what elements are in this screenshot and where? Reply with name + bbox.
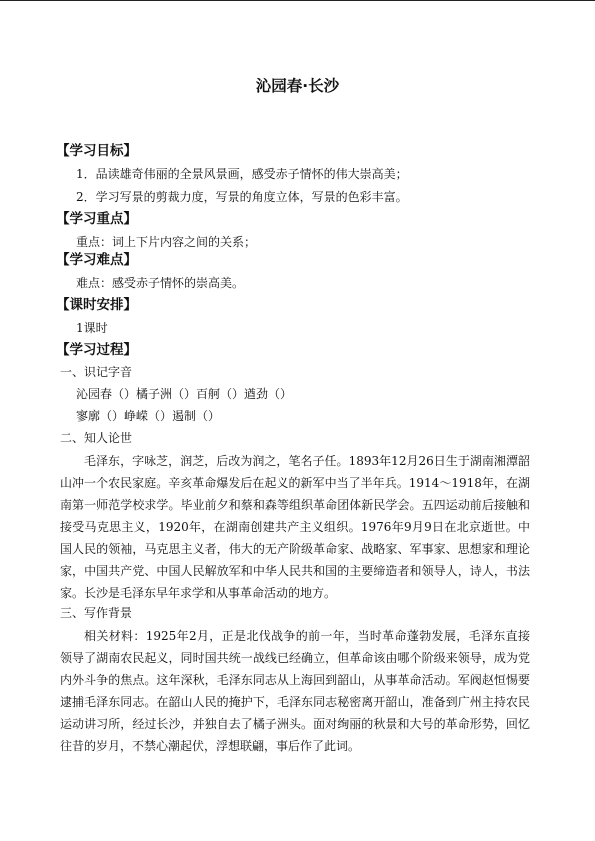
- key-text: 重点：词上下片内容之间的关系；: [76, 235, 257, 249]
- goal-item-2: 2．学习写景的剪裁力度，写景的角度立体，写景的色彩丰富。: [76, 190, 408, 204]
- section-2-title: 二、知人论世: [60, 431, 133, 445]
- section-1-title: 一、识记字音: [60, 365, 133, 379]
- page-title: 沁园春·长沙: [255, 77, 340, 95]
- section-3-title: 三、写作背景: [60, 606, 133, 620]
- time-heading: 【课时安排】: [56, 297, 137, 313]
- key-heading: 【学习重点】: [56, 211, 137, 227]
- author-paragraph: 毛泽东，字咏芝，润芝，后改为润之，笔名子任。1893年12月26日生于湖南湘潭韶山冲一个农民家庭。辛亥革命爆发后在起义的新军中当了半年兵。1914～1918年，在湖南第一师范学校求学。毕业前夕和蔡和森等组织革命团体新民学会。五四运动前后接触和接受马克思主义，1920年，在湖南创建共产主义组织。1976年9月9日在北京逝世。中国人民的领袖，马克思主义者，伟大的无产阶级革命家、战略家、军事家、思想家和理论家，中国共产党、中国人民解放军和中华人民共和国的主要缔造者和领导人，诗人，书法家。长沙是毛泽东早年求学和从事革命活动的地方。: [60, 454, 530, 600]
- process-heading: 【学习过程】: [56, 342, 137, 358]
- difficulty-text: 难点：感受赤子情怀的崇高美。: [76, 276, 245, 290]
- goal-heading: 【学习目标】: [56, 143, 137, 159]
- goal-item-1: 1．品读雄奇伟丽的全景风景画，感受赤子情怀的伟大崇高美；: [76, 167, 408, 181]
- time-text: 1课时: [76, 321, 108, 335]
- difficulty-heading: 【学习难点】: [56, 252, 137, 268]
- header-rule: [0, 0, 595, 1]
- background-paragraph: 相关材料：1925年2月，正是北伐战争的前一年，当时革命蓬勃发展，毛泽东直接领导了湖南农民起义，同时国共统一战线已经确立，但革命该由哪个阶级来领导，成为党内外斗争的焦点。这年深秋，毛泽东同志从上海回到韶山，从事革命活动。军阀赵恒惕要逮捕毛泽东同志。在韶山人民的掩护下，毛泽东同志秘密离开韶山，准备到广州主持农民运动讲习所，经过长沙，并独自去了橘子洲头。面对绚丽的秋景和大号的革命形势，回忆往昔的岁月，不禁心潮起伏，浮想联翩，事后作了此词。: [60, 629, 530, 753]
- pronunciation-line-2: 寥廓（）峥嵘（）遏制（）: [76, 409, 221, 423]
- pronunciation-line-1: 沁园春（）橘子洲（）百舸（）遒劲（）: [76, 387, 293, 401]
